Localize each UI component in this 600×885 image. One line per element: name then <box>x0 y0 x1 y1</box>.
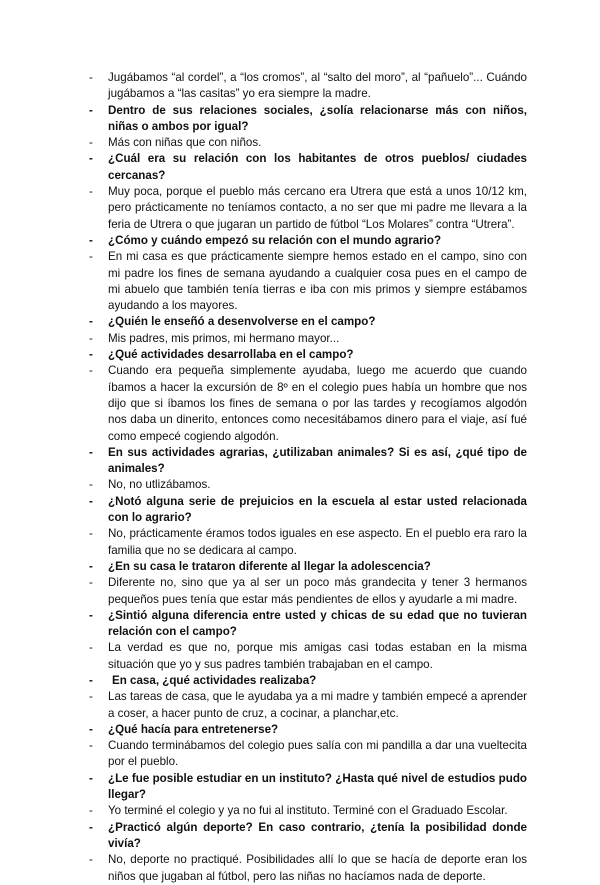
answer-item <box>89 803 527 819</box>
answer-text: Cuando terminábamos del colegio pues salía con mi pandilla a dar una vueltecita por el pueblo. <box>108 739 527 769</box>
question-text: En casa, ¿qué actividades realizaba? <box>112 673 317 687</box>
bullet-dash: - <box>89 364 93 378</box>
question-item <box>89 559 527 575</box>
bullet-dash: - <box>89 722 93 736</box>
question-text: ¿Quién le enseñó a desenvolverse en el campo? <box>108 315 376 329</box>
bullet-dash: - <box>89 445 93 459</box>
answer-text: Más con niñas que con niños. <box>108 136 262 150</box>
bullet-dash: - <box>89 673 93 687</box>
question-item <box>89 445 527 478</box>
question-item <box>89 673 527 689</box>
answer-text: La verdad es que no, porque mis amigas casi todas estaban en la misma situación que yo y sus padres también trabajaban en el campo. <box>108 641 527 671</box>
bullet-dash: - <box>89 853 93 867</box>
bullet-dash: - <box>89 641 93 655</box>
question-item <box>89 314 527 330</box>
bullet-dash: - <box>89 315 93 329</box>
answer-item <box>89 477 527 493</box>
question-item <box>89 151 527 184</box>
bullet-dash: - <box>89 152 93 166</box>
answer-text: Muy poca, porque el pueblo más cercano era Utrera que está a unos 10/12 km, pero prácticamente no teníamos contacto, a no ser que mi padre me llevara a la feria de Utrera o que jugaran un partido de fútbol “Los Molares” contra “Utrera”. <box>108 185 527 231</box>
bullet-dash: - <box>89 71 93 84</box>
answer-item <box>89 135 527 151</box>
question-text: ¿Qué actividades desarrollaba en el campo? <box>108 348 354 362</box>
bullet-dash: - <box>89 559 93 573</box>
bullet-dash: - <box>89 494 93 508</box>
bullet-dash: - <box>89 690 93 704</box>
answer-text: Yo terminé el colegio y ya no fui al instituto. Terminé con el Graduado Escolar. <box>108 804 508 818</box>
answer-item <box>89 575 527 608</box>
question-item <box>89 820 527 853</box>
answer-text: Diferente no, sino que ya al ser un poco más grandecita y tener 3 hermanos pequeños pues tenía que estar más pendientes de ellos y ayudarle a mi madre. <box>108 576 527 606</box>
bullet-dash: - <box>89 136 93 150</box>
question-text: Dentro de sus relaciones sociales, ¿solía relacionarse más con niños, niñas o ambos por igual? <box>108 103 527 133</box>
answer-item <box>89 526 527 559</box>
bullet-dash: - <box>89 527 93 541</box>
answer-item <box>89 852 527 885</box>
answer-item <box>89 738 527 771</box>
bullet-dash: - <box>89 478 93 492</box>
bullet-dash: - <box>89 771 93 785</box>
answer-text: Mis padres, mis primos, mi hermano mayor... <box>108 331 340 345</box>
answer-item <box>89 249 527 314</box>
answer-text: Jugábamos “al cordel”, a “los cromos”, al “salto del moro”, al “pañuelo”... Cuándo jugábamos a “las casitas” yo era siempre la madre. <box>108 71 527 101</box>
question-text: ¿En su casa le trataron diferente al llegar la adolescencia? <box>108 559 431 573</box>
question-text: En sus actividades agrarias, ¿utilizaban animales? Si es así, ¿qué tipo de animales? <box>108 445 527 476</box>
answer-text: No, deporte no practiqué. Posibilidades allí lo que se hacía de deporte eran los niños que jugaban al fútbol, pero las niñas no hacíamos nada de deporte. <box>108 853 527 883</box>
question-text: ¿Notó alguna serie de prejuicios en la escuela al estar usted relacionada con lo agrario? <box>108 494 527 525</box>
answer-text: No, prácticamente éramos todos iguales en ese aspecto. En el pueblo era raro la familia que no se dedicara al campo. <box>108 527 527 557</box>
question-item <box>89 233 527 249</box>
bullet-dash: - <box>89 820 93 834</box>
question-text: ¿Cuál era su relación con los habitantes de otros pueblos/ ciudades cercanas? <box>108 152 527 182</box>
question-item <box>89 347 527 363</box>
question-item <box>89 771 527 804</box>
question-text: ¿Cómo y cuándo empezó su relación con el mundo agrario? <box>108 233 442 247</box>
answer-item <box>89 184 527 233</box>
answer-item <box>89 640 527 673</box>
answer-item <box>89 70 527 103</box>
answer-item <box>89 689 527 722</box>
question-item <box>89 103 527 136</box>
bullet-dash: - <box>89 233 93 247</box>
question-text: ¿Practicó algún deporte? En caso contrario, ¿tenía la posibilidad donde vivía? <box>108 820 527 850</box>
question-text: ¿Qué hacía para entretenerse? <box>108 722 279 736</box>
answer-item <box>89 331 527 347</box>
answer-text: Cuando era pequeña simplemente ayudaba, luego me acuerdo que cuando íbamos a hacer la excursión de 8º en el colegio pues había un hombre que nos dijo que si íbamos los fines de semana o por las tardes y recogíamos algodón nos daba un dinerito, entonces como necesitábamos dinero para el viaje, así fué como empecé cogiendo algodón. <box>108 364 527 443</box>
bullet-dash: - <box>89 250 93 264</box>
bullet-dash: - <box>89 348 93 362</box>
bullet-dash: - <box>89 804 93 818</box>
bullet-dash: - <box>89 103 93 117</box>
bullet-dash: - <box>89 739 93 753</box>
bullet-dash: - <box>89 331 93 345</box>
answer-text: En mi casa es que prácticamente siempre hemos estado en el campo, sino con mi padre los fines de semana ayudando a cualquier cosa pues en el campo de mi abuelo que también tenía tierras e iba con mis primos y siempre estábamos ayudando a los mayores. <box>108 250 527 313</box>
bullet-dash: - <box>89 185 93 199</box>
answer-item <box>89 363 527 444</box>
question-text: ¿Le fue posible estudiar en un instituto? ¿Hasta qué nivel de estudios pudo llegar? <box>108 771 527 802</box>
bullet-dash: - <box>89 608 93 622</box>
answer-text: No, no utlizábamos. <box>108 478 211 492</box>
question-item <box>89 608 527 641</box>
question-item <box>89 722 527 738</box>
interview-transcript <box>89 70 527 885</box>
answer-text: Las tareas de casa, que le ayudaba ya a mi madre y también empecé a aprender a coser, a hacer punto de cruz, a cocinar, a planchar,etc. <box>108 690 527 720</box>
question-text: ¿Sintió alguna diferencia entre usted y chicas de su edad que no tuvieran relación con el campo? <box>108 608 527 639</box>
question-item <box>89 494 527 527</box>
bullet-dash: - <box>89 576 93 590</box>
